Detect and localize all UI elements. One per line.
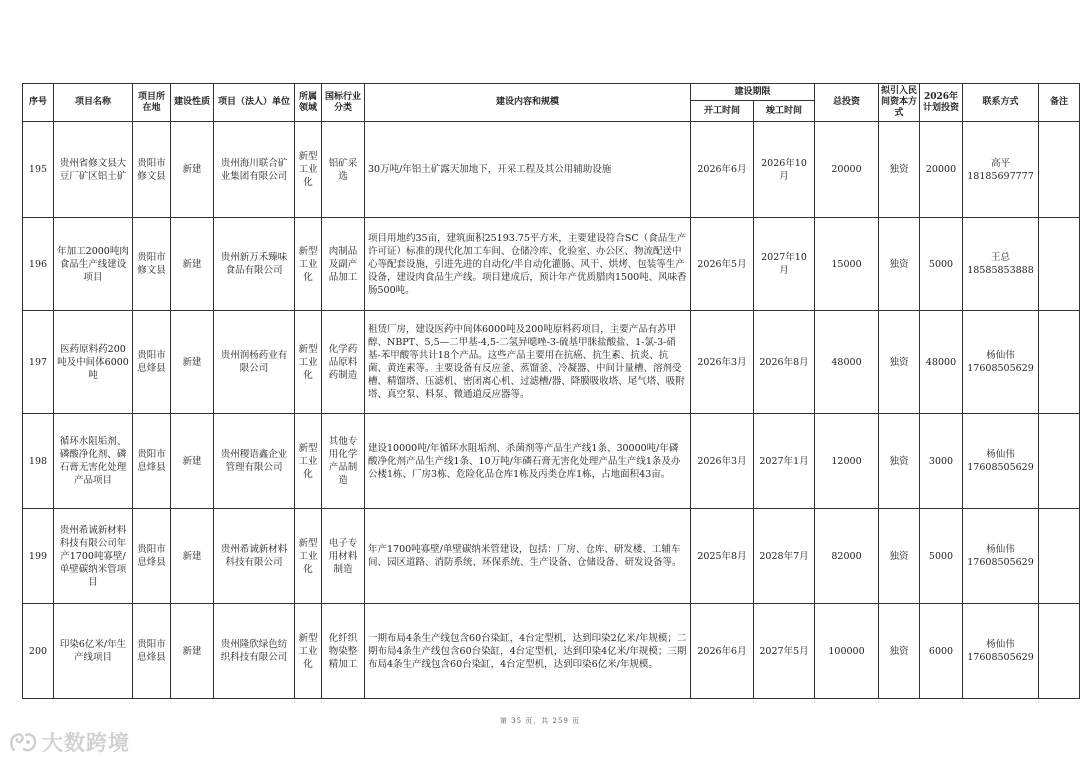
cell-contact bbox=[963, 414, 1039, 509]
cell-nature: 新建 bbox=[171, 311, 214, 414]
cell-remark bbox=[1039, 509, 1080, 604]
contact-phone: 17608505629 bbox=[967, 363, 1034, 374]
cell-end: 2027年5月 bbox=[754, 604, 815, 699]
cell-nature: 新建 bbox=[171, 604, 214, 699]
cell-owner: 贵州希诚新材料科技有限公司 bbox=[214, 509, 295, 604]
cell-start: 2026年6月 bbox=[691, 604, 754, 699]
cell-name: 医药原料药200吨及中间体6000吨 bbox=[54, 311, 133, 414]
cell-no: 196 bbox=[23, 218, 54, 311]
cell-capital-mode: 独资 bbox=[879, 218, 920, 311]
col-content: 建设内容和规模 bbox=[365, 84, 691, 122]
contact-name: 杨仙伟 bbox=[986, 544, 1015, 555]
contact-name: 高平 bbox=[991, 157, 1011, 169]
cell-end: 2028年7月 bbox=[754, 509, 815, 604]
page-footer: 第 35 页，共 259 页 bbox=[499, 717, 581, 725]
cell-owner: 贵州稷语鑫企业管理有限公司 bbox=[214, 414, 295, 509]
table-row bbox=[23, 604, 1080, 699]
cell-industry: 化纤织物染整精加工 bbox=[322, 604, 365, 699]
contact-name: 杨仙伟 bbox=[986, 639, 1015, 650]
cell-nature: 新建 bbox=[171, 414, 214, 509]
cell-content: 年产1700吨寡壁/单壁碳纳米管建设，包括：厂房、仓库、研发楼、工辅车间、园区道路、消防系统、环保系统、生产设备、仓储设备、研发设备等。 bbox=[365, 509, 691, 604]
cell-location: 贵阳市息烽县 bbox=[133, 604, 171, 699]
cell-end: 2026年8月 bbox=[754, 311, 815, 414]
cell-no: 197 bbox=[23, 311, 54, 414]
cell-content: 一期布局4条生产线包含60台染缸，4台定型机，达到印染2亿米/年规模；二期布局4条生产线包含60台染缸，4台定型机，达到印染4亿米/年规模；三期布局4条生产线包含60台染缸，4台定型机，达到印染6亿米/年规模。 bbox=[365, 604, 691, 699]
cell-content: 30万吨/年铝土矿露天加地下，开采工程及其公用辅助设施 bbox=[365, 122, 691, 218]
col-contact: 联系方式 bbox=[963, 84, 1039, 122]
cell-owner: 贵州新万禾臻味食品有限公司 bbox=[214, 218, 295, 311]
cell-location: 贵阳市息烽县 bbox=[133, 509, 171, 604]
cell-nature: 新建 bbox=[171, 122, 214, 218]
cell-start: 2026年6月 bbox=[691, 122, 754, 218]
cell-field: 新型工业化 bbox=[295, 414, 322, 509]
cell-industry: 化学药品原料药制造 bbox=[322, 311, 365, 414]
col-capital-mode: 拟引入民间资本方式 bbox=[879, 84, 920, 122]
cell-no: 195 bbox=[23, 122, 54, 218]
cell-capital-mode: 独资 bbox=[879, 122, 920, 218]
cell-end: 2026年10月 bbox=[754, 122, 815, 218]
col-industry: 国标行业分类 bbox=[322, 84, 365, 122]
cell-name: 循环水阻垢剂、磷酸净化剂、磷石膏无害化处理产品项目 bbox=[54, 414, 133, 509]
cell-capital-mode: 独资 bbox=[879, 509, 920, 604]
cell-industry: 铝矿采选 bbox=[322, 122, 365, 218]
table-row bbox=[23, 218, 1080, 311]
table-row bbox=[23, 311, 1080, 414]
cell-start: 2026年3月 bbox=[691, 414, 754, 509]
cell-investment: 82000 bbox=[815, 509, 879, 604]
cell-content: 租赁厂房，建设医药中间体6000吨及200吨原料药项目，主要产品有苏甲醇、NBPT、5,5—二甲基-4,5-二氢异噁唑-3-硫基甲脒盐酸盐、1-氯-3-硝基-苯甲酸等共计18个产品。这些产品主要用在抗癌、抗生素、抗炎、抗菌、黄连素等。主要设备有反应釜、蒸馏釜、冷凝器、中间计量槽、溶剂受槽、精馏塔、压滤机、密闭离心机、过滤槽/器、降膜吸收塔、尾气塔、吸附塔、真空泵、料泵、微通道反应器等。 bbox=[365, 311, 691, 414]
cell-investment: 48000 bbox=[815, 311, 879, 414]
cell-remark bbox=[1039, 122, 1080, 218]
table-row bbox=[23, 509, 1080, 604]
cell-investment: 12000 bbox=[815, 414, 879, 509]
cell-end: 2027年1月 bbox=[754, 414, 815, 509]
cell-nature: 新建 bbox=[171, 509, 214, 604]
contact-phone: 18585853888 bbox=[967, 265, 1034, 276]
cell-investment: 20000 bbox=[815, 122, 879, 218]
contact-phone: 17608505629 bbox=[967, 652, 1034, 663]
cell-start: 2026年5月 bbox=[691, 218, 754, 311]
cell-investment: 100000 bbox=[815, 604, 879, 699]
contact-phone: 17608505629 bbox=[967, 462, 1034, 473]
cell-location: 贵阳市息烽县 bbox=[133, 414, 171, 509]
col-nature: 建设性质 bbox=[171, 84, 214, 122]
cell-owner: 贵州隆欣绿色纺织科技有限公司 bbox=[214, 604, 295, 699]
cell-remark bbox=[1039, 311, 1080, 414]
cell-location: 贵阳市息烽县 bbox=[133, 311, 171, 414]
col-period: 建设期限 bbox=[691, 84, 815, 101]
col-investment: 总投资 bbox=[815, 84, 879, 122]
cell-plan-2026: 5000 bbox=[920, 218, 963, 311]
cell-location: 贵阳市修文县 bbox=[133, 218, 171, 311]
col-plan-2026: 2026年计划投资 bbox=[920, 84, 963, 122]
cell-field: 新型工业化 bbox=[295, 311, 322, 414]
cell-contact bbox=[963, 509, 1039, 604]
cell-name: 贵州希诚新材料科技有限公司年产1700吨寡壁/单壁碳纳米管项目 bbox=[54, 509, 133, 604]
cell-start: 2025年8月 bbox=[691, 509, 754, 604]
contact-phone: 18185697777 bbox=[967, 170, 1034, 182]
cell-content: 建设10000吨/年循环水阻垢剂、杀菌剂等产品生产线1条、30000吨/年磷酸净化剂产品生产线1条、10万吨/年磷石膏无害化处理产品生产线1条及办公楼1栋、厂房3栋、危险化品仓库1栋及丙类仓库1栋，占地面积43亩。 bbox=[365, 414, 691, 509]
contact-name: 王总 bbox=[991, 252, 1011, 263]
cell-no: 200 bbox=[23, 604, 54, 699]
cell-contact bbox=[963, 218, 1039, 311]
cell-remark bbox=[1039, 218, 1080, 311]
col-owner: 项目（法人）单位 bbox=[214, 84, 295, 122]
cell-plan-2026: 6000 bbox=[920, 604, 963, 699]
watermark bbox=[8, 727, 130, 757]
col-remark: 备注 bbox=[1039, 84, 1080, 122]
contact-name: 杨仙伟 bbox=[986, 350, 1015, 361]
table-row bbox=[23, 122, 1080, 218]
cell-capital-mode: 独资 bbox=[879, 311, 920, 414]
cell-content: 项目用地约35亩，建筑面积25193.75平方米，主要建设符合SC（食品生产许可证）标准的现代化加工车间、仓储冷库、化验室、办公区、物流配送中心等配套设施，引进先进的自动化/半自动化灌肠、风干、烘烤、包装等生产设备，建设肉食品生产线。项目建成后，预计年产优质腊肉1500吨、风味香肠500吨。 bbox=[365, 218, 691, 311]
cell-nature: 新建 bbox=[171, 218, 214, 311]
cell-name: 贵州省修文县大豆厂矿区铝土矿 bbox=[54, 122, 133, 218]
project-table bbox=[22, 83, 1080, 699]
cell-contact bbox=[963, 604, 1039, 699]
cell-plan-2026: 48000 bbox=[920, 311, 963, 414]
contact-phone: 17608505629 bbox=[967, 557, 1034, 568]
cell-remark bbox=[1039, 414, 1080, 509]
cell-contact bbox=[963, 122, 1039, 218]
col-name: 项目名称 bbox=[54, 84, 133, 122]
cell-no: 199 bbox=[23, 509, 54, 604]
col-end: 竣工时间 bbox=[754, 101, 815, 122]
cell-end: 2027年10月 bbox=[754, 218, 815, 311]
cell-start: 2026年3月 bbox=[691, 311, 754, 414]
header-row bbox=[23, 84, 1080, 101]
cell-field: 新型工业化 bbox=[295, 218, 322, 311]
col-location: 项目所在地 bbox=[133, 84, 171, 122]
cell-name: 印染6亿米/年生产线项目 bbox=[54, 604, 133, 699]
cell-name: 年加工2000吨肉食品生产线建设项目 bbox=[54, 218, 133, 311]
contact-name: 杨仙伟 bbox=[986, 449, 1015, 460]
col-no: 序号 bbox=[23, 84, 54, 122]
cell-plan-2026: 5000 bbox=[920, 509, 963, 604]
table-row bbox=[23, 414, 1080, 509]
cell-industry: 肉制品及副产品加工 bbox=[322, 218, 365, 311]
brand-logo-icon bbox=[8, 730, 38, 754]
cell-capital-mode: 独资 bbox=[879, 604, 920, 699]
cell-no: 198 bbox=[23, 414, 54, 509]
cell-industry: 电子专用材料制造 bbox=[322, 509, 365, 604]
col-field: 所属领域 bbox=[295, 84, 322, 122]
cell-capital-mode: 独资 bbox=[879, 414, 920, 509]
cell-contact bbox=[963, 311, 1039, 414]
cell-plan-2026: 20000 bbox=[920, 122, 963, 218]
cell-plan-2026: 3000 bbox=[920, 414, 963, 509]
cell-field: 新型工业化 bbox=[295, 604, 322, 699]
cell-field: 新型工业化 bbox=[295, 122, 322, 218]
cell-remark bbox=[1039, 604, 1080, 699]
cell-owner: 贵州海川联合矿业集团有限公司 bbox=[214, 122, 295, 218]
cell-location: 贵阳市修文县 bbox=[133, 122, 171, 218]
cell-industry: 其他专用化学产品制造 bbox=[322, 414, 365, 509]
table-body bbox=[23, 122, 1080, 699]
watermark-text: 大数跨境 bbox=[42, 731, 130, 755]
col-start: 开工时间 bbox=[691, 101, 754, 122]
cell-field: 新型工业化 bbox=[295, 509, 322, 604]
cell-owner: 贵州润杨药业有限公司 bbox=[214, 311, 295, 414]
cell-investment: 15000 bbox=[815, 218, 879, 311]
